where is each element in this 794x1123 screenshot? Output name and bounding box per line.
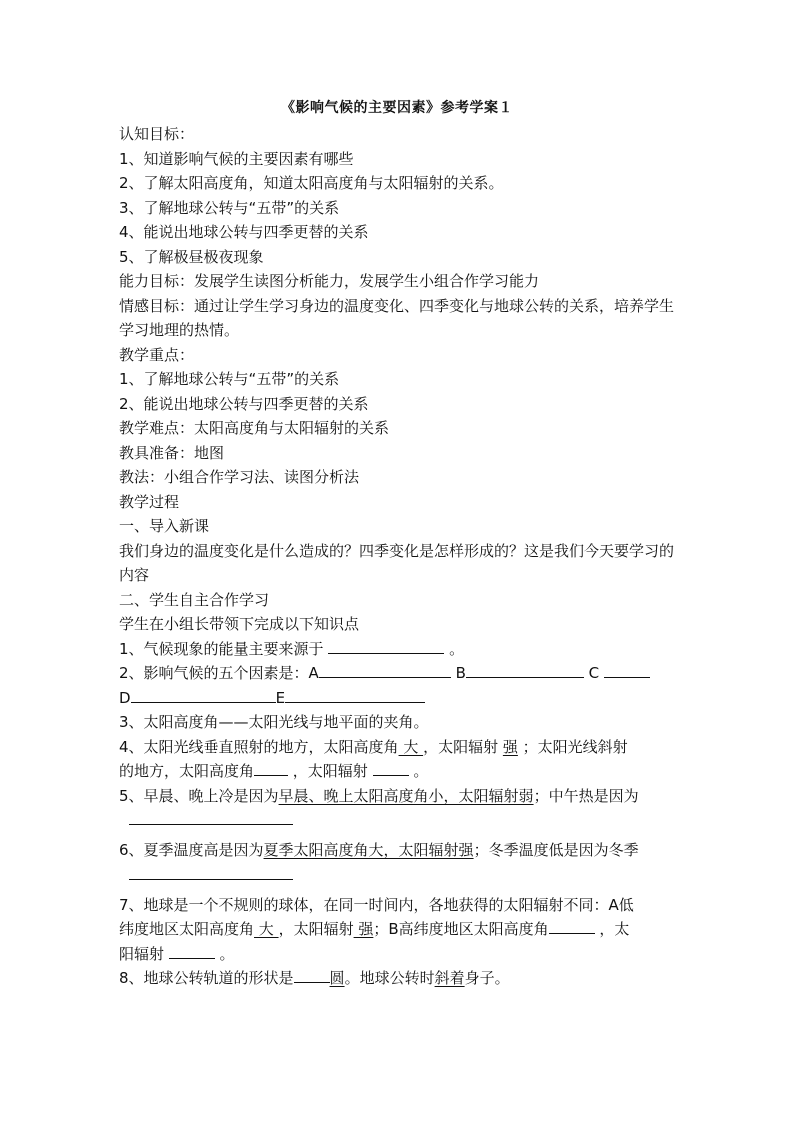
answer-blank[interactable] [129, 863, 293, 880]
lead-text: 学生在小组长带领下完成以下知识点 [119, 615, 360, 633]
key-heading: 教学重点： [119, 345, 195, 364]
key-item: 1、了解地球公转与“五带”的关系 [119, 370, 340, 388]
filled-answer: 大 [398, 737, 424, 756]
question-4: 4、太阳光线垂直照射的地方，太阳高度角 大 ，太阳辐射 强 ；太阳光线斜射 [119, 737, 628, 756]
question-3: 3、太阳高度角——太阳光线与地平面的夹角。 [119, 713, 429, 731]
question-7-cont: 纬度地区太阳高度角 大 ，太阳辐射 强；B高纬度地区太阳高度角 ，太 [119, 917, 675, 942]
filled-answer: 圆 [329, 969, 345, 987]
answer-blank-c[interactable] [604, 661, 650, 678]
question-2: 2、影响气候的五个因素是：A B C [119, 661, 675, 686]
answer-blank-b[interactable] [466, 661, 584, 678]
question-8: 8、地球公转轨道的形状是 圆。地球公转时斜着身子。 [119, 966, 675, 991]
cognitive-item: 4、能说出地球公转与四季更替的关系 [119, 223, 369, 241]
answer-line [119, 808, 675, 830]
process-heading: 教学过程 [119, 492, 180, 511]
emotion-goal: 情感目标：通过让学生学习身边的温度变化、四季变化与地球公转的关系，培养学生学习地理的热情。 [119, 296, 675, 339]
filled-answer: 强 [353, 920, 374, 938]
answer-blank-e[interactable] [285, 686, 425, 703]
answer-blank[interactable] [328, 637, 444, 654]
answer-blank[interactable] [294, 966, 330, 983]
question-7-cont2: 阳辐射 。 [119, 942, 675, 967]
part1-heading: 一、导入新课 [119, 517, 210, 535]
filled-answer: 斜着 [434, 969, 465, 987]
cognitive-item: 5、了解极昼极夜现象 [119, 247, 264, 266]
answer-blank-d[interactable] [131, 686, 276, 703]
intro-text: 我们身边的温度变化是什么造成的？四季变化是怎样形成的？这是我们今天要学习的内容 [119, 541, 675, 584]
answer-blank[interactable] [129, 808, 293, 825]
answer-blank[interactable] [169, 942, 215, 959]
question-4-cont: 的地方，太阳高度角 ，太阳辐射 。 [119, 759, 675, 784]
cognitive-heading: 认知目标： [119, 125, 195, 143]
question-6: 6、夏季温度高是因为夏季太阳高度角大，太阳辐射强；冬季温度低是因为冬季 [119, 841, 639, 859]
page-title: 《影响气候的主要因素》参考学案１ [281, 100, 513, 116]
answer-line [119, 863, 675, 885]
question-7: 7、地球是一个不规则的球体，在同一时间内，各地获得的太阳辐射不同：A低 [119, 895, 634, 914]
filled-answer: 强 [502, 737, 518, 756]
method: 教法：小组合作学习法、读图分析法 [119, 468, 360, 486]
answer-blank[interactable] [254, 759, 288, 776]
question-2-cont: D E [119, 686, 675, 711]
question-1: 1、气候现象的能量主要来源于 。 [119, 637, 675, 662]
worksheet-page [119, 96, 675, 991]
cognitive-item: 3、了解地球公转与“五带”的关系 [119, 198, 340, 217]
answer-blank[interactable] [373, 759, 409, 776]
ability-goal: 能力目标：发展学生读图分析能力，发展学生小组合作学习能力 [119, 272, 540, 290]
cognitive-item: 1、知道影响气候的主要因素有哪些 [119, 149, 354, 168]
filled-answer: 早晨、晚上太阳高度角小，太阳辐射弱 [278, 786, 534, 805]
tools: 教具准备：地图 [119, 443, 225, 462]
filled-answer: 大 [254, 920, 279, 938]
answer-blank[interactable] [549, 917, 595, 934]
difficulty: 教学难点：太阳高度角与太阳辐射的关系 [119, 419, 390, 437]
part2-heading: 二、学生自主合作学习 [119, 590, 270, 609]
filled-answer: 夏季太阳高度角大，太阳辐射强 [263, 841, 474, 859]
key-item: 2、能说出地球公转与四季更替的关系 [119, 394, 369, 413]
question-5: 5、早晨、晚上冷是因为早晨、晚上太阳高度角小，太阳辐射弱；中午热是因为 [119, 786, 639, 805]
answer-blank-a[interactable] [319, 661, 451, 678]
cognitive-item: 2、了解太阳高度角，知道太阳高度角与太阳辐射的关系。 [119, 174, 504, 192]
